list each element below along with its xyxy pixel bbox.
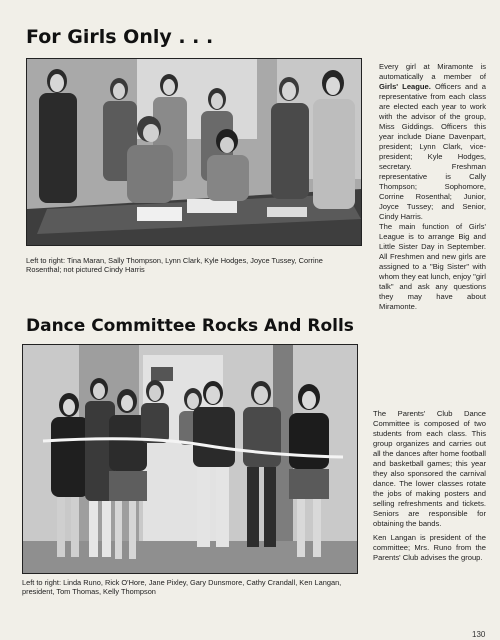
girls-league-article — [379, 62, 486, 312]
girls-league-photo-drawing — [27, 59, 361, 245]
dance-committee-article — [373, 409, 486, 563]
girls-league-text-intro: Every girl at Miramonte is automatically a member of — [379, 62, 486, 81]
girls-league-name-bold: Girls' League. — [379, 82, 431, 91]
page-number: 130 — [472, 630, 486, 639]
dance-committee-caption: Left to right: Linda Runo, Rick O'Hore, Jane Pixley, Gary Dunsmore, Cathy Crandall, Ken Langan, president, Tom Thomas, Kelly Thompson — [22, 578, 342, 596]
dance-committee-photo — [22, 344, 358, 574]
dance-committee-paragraph-1: The Parents' Club Dance Committee is composed of two students from each class. This group organizes and carries out all the dances after home football and basketball games; this year they also sponsored the carnival dance. The lower classes rotate the jobs of making posters and selling refreshments and tickets. Seniors are responsible for obtaining the bands. — [373, 409, 486, 528]
dance-committee-photo-drawing — [23, 345, 357, 573]
girls-league-caption: Left to right: Tina Maran, Sally Thompson, Lynn Clark, Kyle Hodges, Joyce Tussey, Corrine Rosenthal; not pictured Cindy Harris — [26, 256, 323, 274]
girls-league-paragraph-2: The main function of Girls' League is to arrange Big and Little Sister Day in September. All Freshmen and new girls are assigned to a "Big Sister" with whom they eat lunch, enjoy "girl talk" and ask any questions they may have about Miramonte. — [379, 222, 486, 311]
girls-league-paragraph-1 — [379, 62, 486, 222]
girls-league-photo — [26, 58, 362, 246]
section-heading-girls-league: For Girls Only . . . — [26, 26, 214, 48]
dance-committee-paragraph-2: Ken Langan is president of the committee; Mrs. Runo from the Parents' Club advises the group. — [373, 533, 486, 562]
girls-league-text-officers: Officers and a representative from each class are elected each year to work with the advisor of the group, Miss Giddings. Officers this year include Diane Davenpart, president; Lynn Clark, vice-president; Kyle Hodges, secretary. Freshman representative is Cally Thompson; Sophomore, Corrine Rosenthal; Junior, Joyce Tussey; and Senior, Cindy Harris. — [379, 82, 486, 221]
section-heading-dance-committee: Dance Committee Rocks And Rolls — [26, 316, 354, 336]
